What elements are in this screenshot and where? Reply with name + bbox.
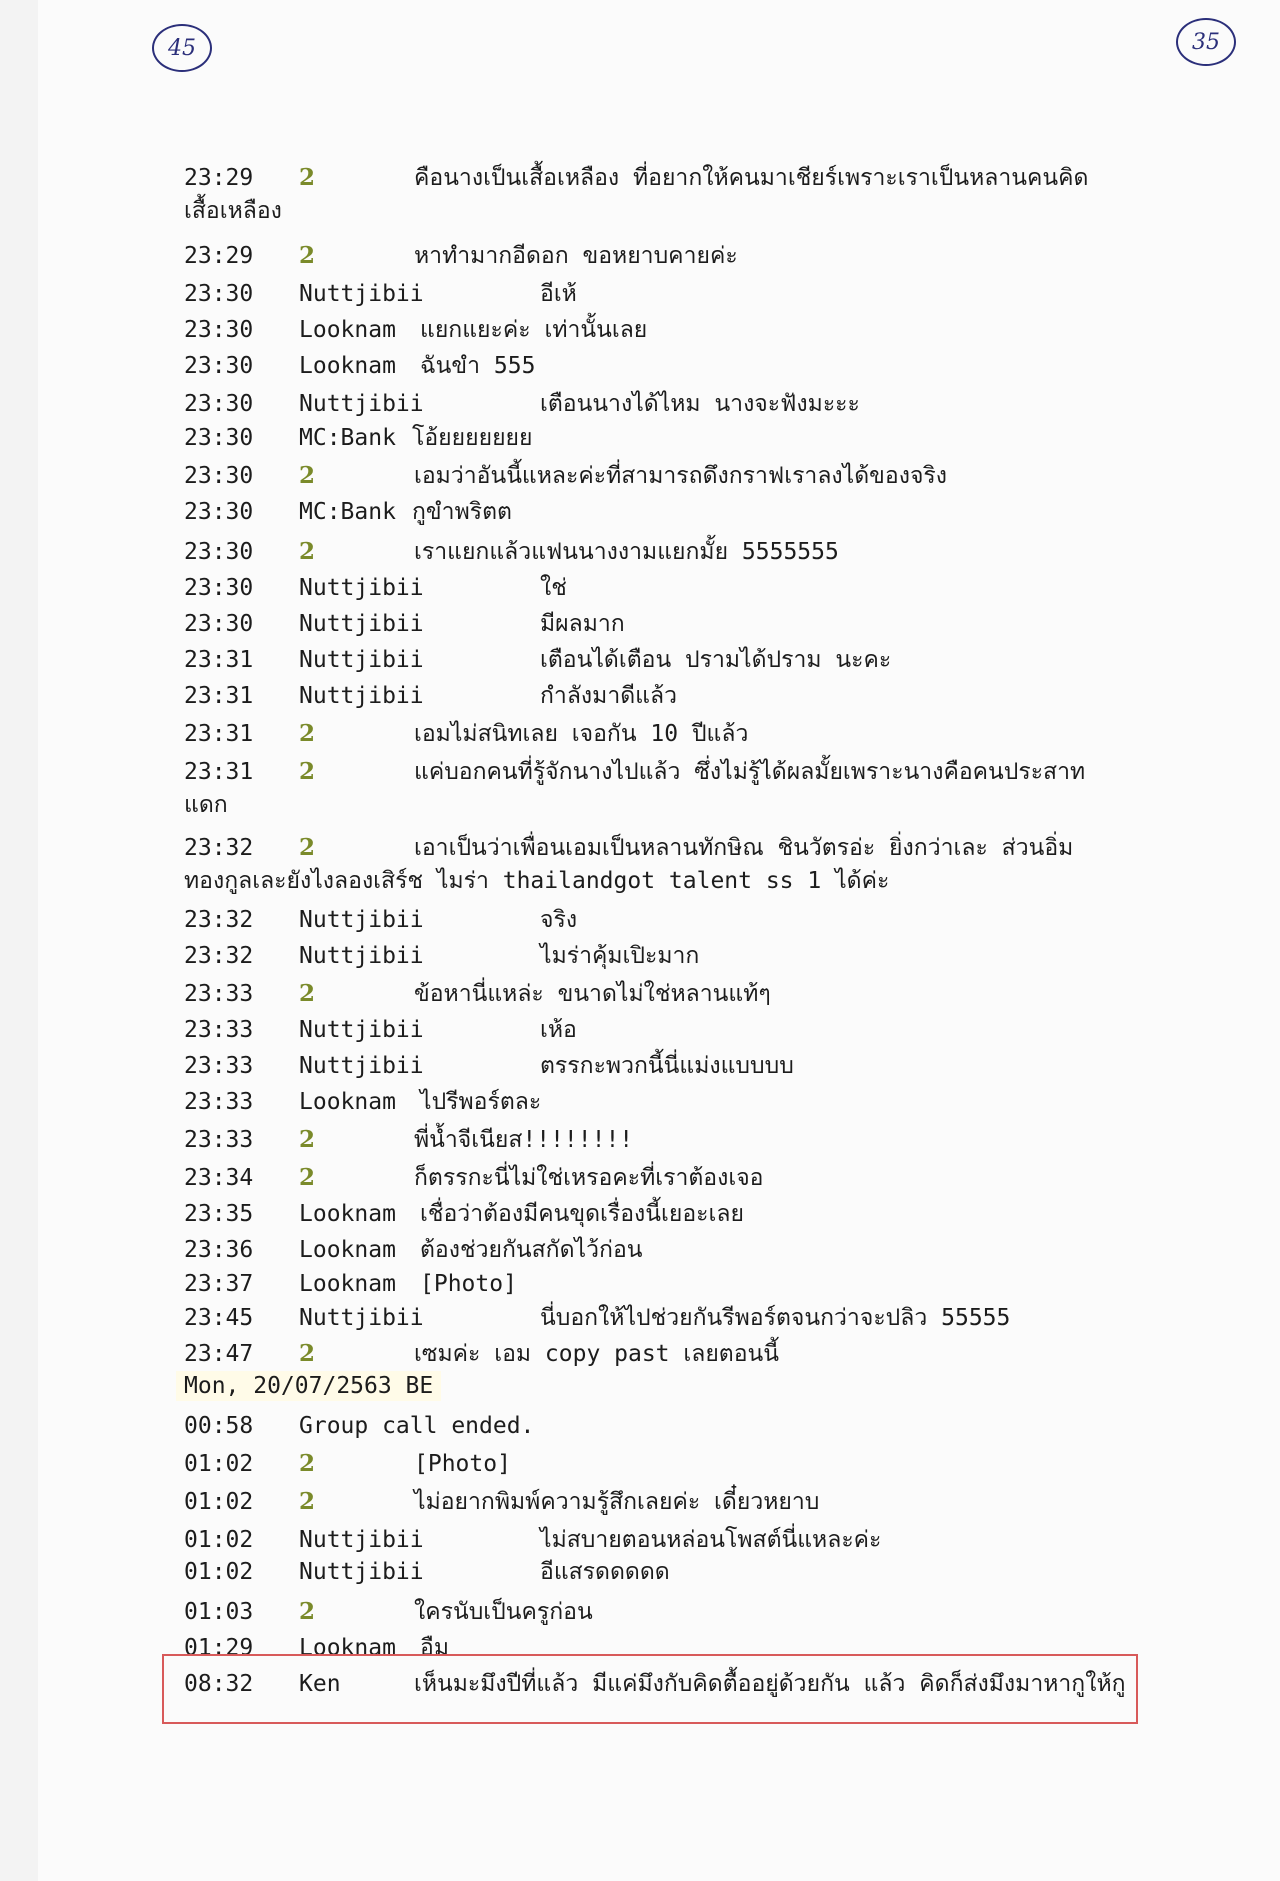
message-text: [Photo] [414,1451,511,1477]
message-time: 23:33 [184,1089,254,1115]
message-time: 00:58 [184,1413,254,1439]
message-text: มีผลมาก [540,611,625,637]
message-time: 23:33 [184,981,254,1007]
message-sender: Nuttjibii [299,611,424,637]
message-time: 23:31 [184,759,254,785]
message-text: เห็นมะมึงปีที่แล้ว มีแค่มึงกับคิดตื้ออยู่ด้วยกัน แล้ว คิดก็ส่งมึงมาหากูให้กู [414,1671,1126,1697]
message-text: เชื่อว่าต้องมีคนขุดเรื่องนี้เยอะเลย [420,1201,744,1227]
page-number-stamp-left: 45 [152,24,212,72]
message-text: เตือนได้เตือน ปรามได้ปราม นะคะ [540,647,892,673]
message-text: เราแยกแล้วแฟนนางงามแยกมั้ย 5555555 [414,539,839,565]
message-text: อืม [420,1635,449,1661]
message-text: จริง [540,907,578,933]
message-text: ไปรีพอร์ตละ [420,1089,542,1115]
message-text: ก็ตรรกะนี่ไม่ใช่เหรอคะที่เราต้องเจอ [414,1165,764,1191]
message-text: กูขำพริตต [412,499,512,525]
message-text: เตือนนางได้ไหม นางจะฟังมะะะ [540,391,860,417]
message-text: กำลังมาดีแล้ว [540,683,678,709]
message-sender: Looknam [299,1237,396,1263]
message-sender: Nuttjibii [299,575,424,601]
message-sender: Nuttjibii [299,647,424,673]
message-text: หาทำมากอีดอก ขอหยาบคายค่ะ [414,243,738,269]
message-text: ไม่สบายตอนหล่อนโพสต์นี่แหละค่ะ [540,1527,882,1553]
message-time: 23:34 [184,1165,254,1191]
message-time: 23:32 [184,835,254,861]
message-sender: Nuttjibii [299,1527,424,1553]
message-text: ใช่ [540,575,567,601]
message-text: ไมร่าคุ้มเปิะมาก [540,943,700,969]
message-sender: 2 [299,1340,316,1367]
date-header: Mon, 20/07/2563 BE [176,1371,441,1401]
message-continuation: เสื้อเหลือง [184,198,282,224]
message-text: พี่น้ำจีเนียส!!!!!!!! [414,1127,634,1153]
message-sender: 2 [299,462,316,489]
message-time: 23:35 [184,1201,254,1227]
message-time: 23:45 [184,1305,254,1331]
message-text: ฉันขำ 555 [420,353,536,379]
message-text: อีแสรดดดดด [540,1559,670,1585]
message-text: ใครนับเป็นครูก่อน [414,1599,593,1625]
message-text: เอมว่าอันนี้แหละค่ะที่สามารถดึงกราฟเราลงได้ของจริง [414,463,947,489]
message-sender: MC:Bank [299,499,396,525]
message-sender: 2 [299,1450,316,1477]
message-sender: 2 [299,538,316,565]
message-sender: Looknam [299,1635,396,1661]
message-time: 08:32 [184,1671,254,1697]
message-text: [Photo] [420,1271,517,1297]
message-text: เซมค่ะ เอม copy past เลยตอนนี้ [414,1341,780,1367]
message-time: 23:33 [184,1127,254,1153]
message-time: 23:33 [184,1053,254,1079]
message-sender: Nuttjibii [299,1017,424,1043]
message-sender: 2 [299,1488,316,1515]
message-sender: 2 [299,1598,316,1625]
message-time: 23:47 [184,1341,254,1367]
message-sender: 2 [299,242,316,269]
message-text: เอมไม่สนิทเลย เจอกัน 10 ปีแล้ว [414,721,749,747]
message-sender: Nuttjibii [299,683,424,709]
message-time: 01:02 [184,1451,254,1477]
message-time: 23:30 [184,575,254,601]
highlight-box [162,1654,1138,1724]
message-sender: Looknam [299,353,396,379]
message-sender: MC:Bank [299,425,396,451]
message-time: 23:30 [184,317,254,343]
message-time: 23:30 [184,391,254,417]
message-text: ต้องช่วยกันสกัดไว้ก่อน [420,1237,643,1263]
message-time: 01:02 [184,1559,254,1585]
message-time: 23:29 [184,243,254,269]
message-time: 23:30 [184,353,254,379]
message-time: 01:02 [184,1489,254,1515]
message-sender: 2 [299,164,316,191]
message-sender: 2 [299,980,316,1007]
message-continuation: ทองกูลเละยังไงลองเสิร์ช ไมร่า thailandgot talent ss 1 ได้ค่ะ [184,868,890,894]
message-time: 23:30 [184,281,254,307]
message-time: 23:30 [184,499,254,525]
message-time: 23:36 [184,1237,254,1263]
message-time: 23:37 [184,1271,254,1297]
message-sender: 2 [299,1126,316,1153]
message-text: แยกแยะค่ะ เท่านั้นเลย [420,317,648,343]
message-sender: 2 [299,758,316,785]
message-text: ไม่อยากพิมพ์ความรู้สึกเลยค่ะ เดี๋ยวหยาบ [414,1489,820,1515]
message-time: 23:30 [184,425,254,451]
message-time: 23:31 [184,647,254,673]
message-sender: Ken [299,1671,341,1697]
message-sender: Nuttjibii [299,1305,424,1331]
message-text: นี่บอกให้ไปช่วยกันรีพอร์ตจนกว่าจะปลิว 55555 [540,1305,1011,1331]
message-sender: 2 [299,720,316,747]
message-time: 01:03 [184,1599,254,1625]
message-sender: Looknam [299,317,396,343]
message-sender: Looknam [299,1271,396,1297]
message-time: 23:31 [184,721,254,747]
page-number-stamp-right: 35 [1176,18,1236,66]
message-sender: Nuttjibii [299,1053,424,1079]
message-time: 01:02 [184,1527,254,1553]
message-text: ตรรกะพวกนี้นี่แม่งแบบบบ [540,1053,794,1079]
message-sender: Looknam [299,1089,396,1115]
message-continuation: แดก [184,792,228,818]
message-sender: Nuttjibii [299,907,424,933]
message-time: 23:30 [184,463,254,489]
message-time: 23:30 [184,611,254,637]
message-text: อีเห้ [540,281,577,307]
message-sender: Group call ended. [299,1413,535,1439]
message-time: 23:33 [184,1017,254,1043]
message-sender: Nuttjibii [299,391,424,417]
message-sender: Nuttjibii [299,943,424,969]
message-sender: 2 [299,834,316,861]
message-text: ข้อหานี่แหล่ะ ขนาดไม่ใช่หลานแท้ๆ [414,981,771,1007]
message-text: แค่บอกคนที่รู้จักนางไปแล้ว ซึ่งไม่รู้ได้ผลมั้ยเพราะนางคือคนประสาท [414,759,1086,785]
message-sender: Nuttjibii [299,1559,424,1585]
message-text: โอ้ยยยยยยย [412,425,533,451]
message-time: 23:30 [184,539,254,565]
message-text: เห้อ [540,1017,577,1043]
message-time: 23:32 [184,907,254,933]
message-time: 23:32 [184,943,254,969]
message-text: คือนางเป็นเสื้อเหลือง ที่อยากให้คนมาเชียร์เพราะเราเป็นหลานคนคิด [414,165,1089,191]
message-time: 01:29 [184,1635,254,1661]
message-text: เอาเป็นว่าเพื่อนเอมเป็นหลานทักษิณ ชินวัตรอ่ะ ยิ่งกว่าเละ ส่วนอิ่ม [414,835,1074,861]
message-sender: Looknam [299,1201,396,1227]
message-time: 23:29 [184,165,254,191]
message-time: 23:31 [184,683,254,709]
message-sender: 2 [299,1164,316,1191]
message-sender: Nuttjibii [299,281,424,307]
